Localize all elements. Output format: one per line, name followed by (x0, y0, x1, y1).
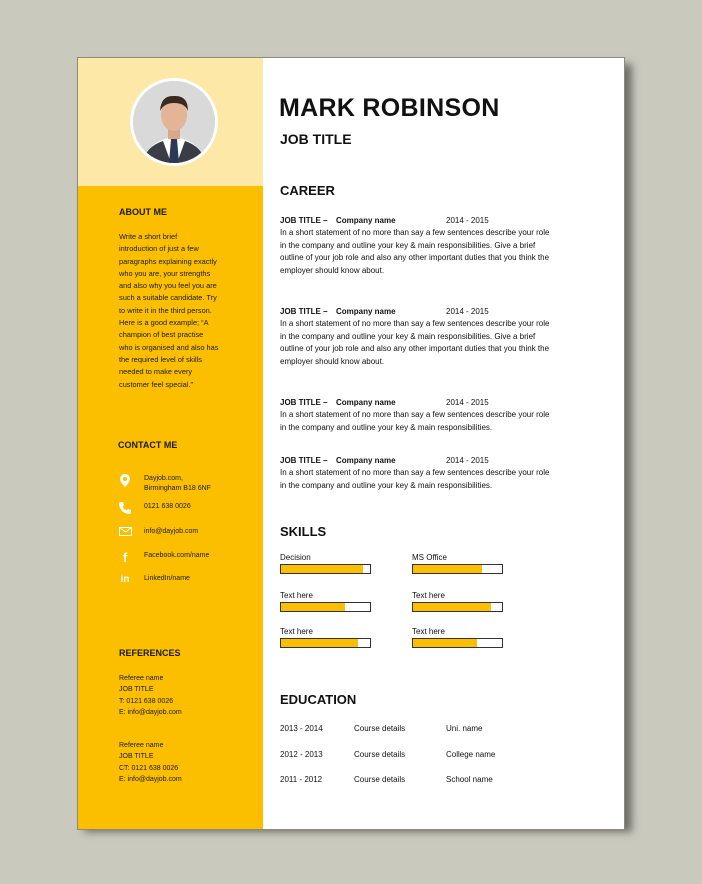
job-company: Company name (336, 398, 396, 407)
skill-bar (280, 602, 371, 612)
job-desc-line: In a short statement of no more than say a few sentences describe your role (280, 319, 550, 328)
skills-heading: SKILLS (280, 524, 327, 539)
skill-label: Text here (280, 627, 313, 636)
skill-label: Text here (412, 591, 445, 600)
skill-bar (280, 638, 371, 648)
referee-title: JOB TITLE (119, 686, 154, 694)
referee-phone: T: 0121 638 0026 (119, 697, 174, 705)
job-company: Company name (336, 216, 396, 225)
skill-bar-fill (413, 565, 482, 573)
skill-label: Decision (280, 553, 311, 562)
about-text (119, 231, 244, 391)
job-years: 2014 - 2015 (446, 398, 489, 407)
skill-bar-fill (413, 639, 477, 647)
about-line: champion of best practise (119, 330, 204, 340)
skill-label: Text here (280, 591, 313, 600)
job-title: JOB TITLE – (280, 398, 328, 407)
sidebar (78, 186, 263, 830)
contact-phone (118, 502, 191, 516)
job-title: JOB TITLE – (280, 456, 328, 465)
job-desc-line: employer should know about. (280, 265, 385, 275)
skill-item (412, 553, 503, 574)
job-years: 2014 - 2015 (446, 456, 489, 465)
education-years: 2013 - 2014 (280, 724, 323, 733)
skill-bar-fill (281, 565, 363, 573)
education-school: School name (446, 775, 493, 784)
about-line: introduction of just a few (119, 244, 199, 254)
about-line: customer feel special.” (119, 379, 193, 389)
about-line: to write it in the third person. (119, 305, 212, 315)
about-heading: ABOUT ME (119, 207, 167, 217)
job-desc-line: in the company and outline your key & main responsibilities. Give a brief (280, 240, 536, 250)
career-entry (280, 398, 600, 434)
about-line: Here is a good example; “A (119, 318, 209, 328)
contact-linkedin (118, 574, 190, 588)
education-heading: EDUCATION (280, 692, 357, 707)
referee-email: E: info@dayjob.com (119, 708, 182, 716)
about-line: and also why you feel you are (119, 281, 217, 291)
about-line: the required level of skills (119, 354, 202, 364)
avatar (130, 78, 218, 166)
contact-email (118, 527, 198, 541)
skill-item (280, 553, 371, 574)
job-desc-line: outline of your job role and also any other important duties that you think the (280, 344, 550, 354)
job-desc-line: In a short statement of no more than say a few sentences describe your role (280, 228, 550, 237)
education-course: Course details (354, 750, 406, 759)
reference-2 (119, 740, 182, 785)
location-pin-icon (118, 474, 132, 488)
job-title: JOB TITLE – (280, 216, 328, 225)
referee-email: E: info@dayjob.com (119, 775, 182, 783)
job-desc-line: employer should know about. (280, 356, 385, 366)
facebook-icon: f (122, 550, 128, 565)
about-line: who you are, your strengths (119, 268, 211, 278)
skill-bar (280, 564, 371, 574)
skill-bar (412, 638, 503, 648)
job-desc-line: in the company and outline your key & main responsibilities. (280, 480, 493, 490)
referee-title: JOB TITLE (119, 753, 154, 761)
resume-page (77, 57, 625, 830)
job-company: Company name (336, 456, 396, 465)
phone-icon (118, 502, 132, 516)
job-years: 2014 - 2015 (446, 307, 489, 316)
skill-label: Text here (412, 627, 445, 636)
linkedin-icon: in (120, 574, 130, 585)
sidebar-photo-panel (78, 58, 263, 186)
contact-address (118, 474, 211, 492)
skill-item (412, 591, 503, 612)
contact-linkedin-text: LinkedIn/name (144, 575, 190, 582)
education-years: 2012 - 2013 (280, 750, 323, 759)
contact-phone-text: 0121 638 0026 (144, 503, 191, 510)
about-line: needed to make every (119, 367, 193, 377)
skill-item (280, 591, 371, 612)
skill-bar-fill (281, 603, 345, 611)
referee-name: Referee name (119, 742, 164, 749)
profile-photo (133, 81, 215, 163)
job-company: Company name (336, 307, 396, 316)
candidate-job-title: JOB TITLE (280, 131, 352, 147)
skill-bar-fill (413, 603, 491, 611)
contact-facebook-text: Facebook.com/name (144, 552, 210, 559)
career-entry (280, 456, 600, 492)
candidate-name: MARK ROBINSON (279, 94, 500, 122)
skill-label: MS Office (412, 553, 447, 562)
skill-bar (412, 602, 503, 612)
education-school: Uni. name (446, 724, 483, 733)
contact-facebook (118, 551, 209, 565)
contact-heading: CONTACT ME (118, 440, 178, 450)
job-years: 2014 - 2015 (446, 216, 489, 225)
skill-bar-fill (281, 639, 358, 647)
job-title: JOB TITLE – (280, 307, 328, 316)
contact-email-text: info@dayjob.com (144, 528, 199, 535)
job-desc-line: in the company and outline your key & main responsibilities. (280, 422, 493, 432)
skill-bar (412, 564, 503, 574)
education-years: 2011 - 2012 (280, 775, 323, 784)
referee-name: Referee name (119, 675, 164, 682)
education-course: Course details (354, 775, 406, 784)
skill-item (412, 627, 503, 648)
envelope-icon (118, 527, 132, 541)
job-desc-line: outline of your job role and also any other important duties that you think the (280, 253, 550, 263)
education-school: College name (446, 750, 496, 759)
about-line: such a suitable candidate. Try (119, 293, 217, 303)
referee-phone: CT: 0121 638 0026 (119, 764, 179, 772)
about-line: Write a short brief (119, 232, 178, 241)
job-desc-line: In a short statement of no more than say a few sentences describe your role (280, 410, 550, 419)
about-line: who is organised and also has (119, 342, 219, 352)
job-desc-line: in the company and outline your key & main responsibilities. Give a brief (280, 331, 536, 341)
reference-1 (119, 673, 182, 718)
about-line: paragraphs explaining exactly (119, 256, 217, 266)
references-heading: REFERENCES (119, 648, 181, 658)
career-entry (280, 307, 600, 368)
career-heading: CAREER (280, 183, 335, 198)
skill-item (280, 627, 371, 648)
contact-address-text: Dayjob.com, Birmingham B18 6NF (144, 475, 211, 492)
job-desc-line: In a short statement of no more than say a few sentences describe your role (280, 468, 550, 477)
education-course: Course details (354, 724, 406, 733)
career-entry (280, 216, 600, 277)
